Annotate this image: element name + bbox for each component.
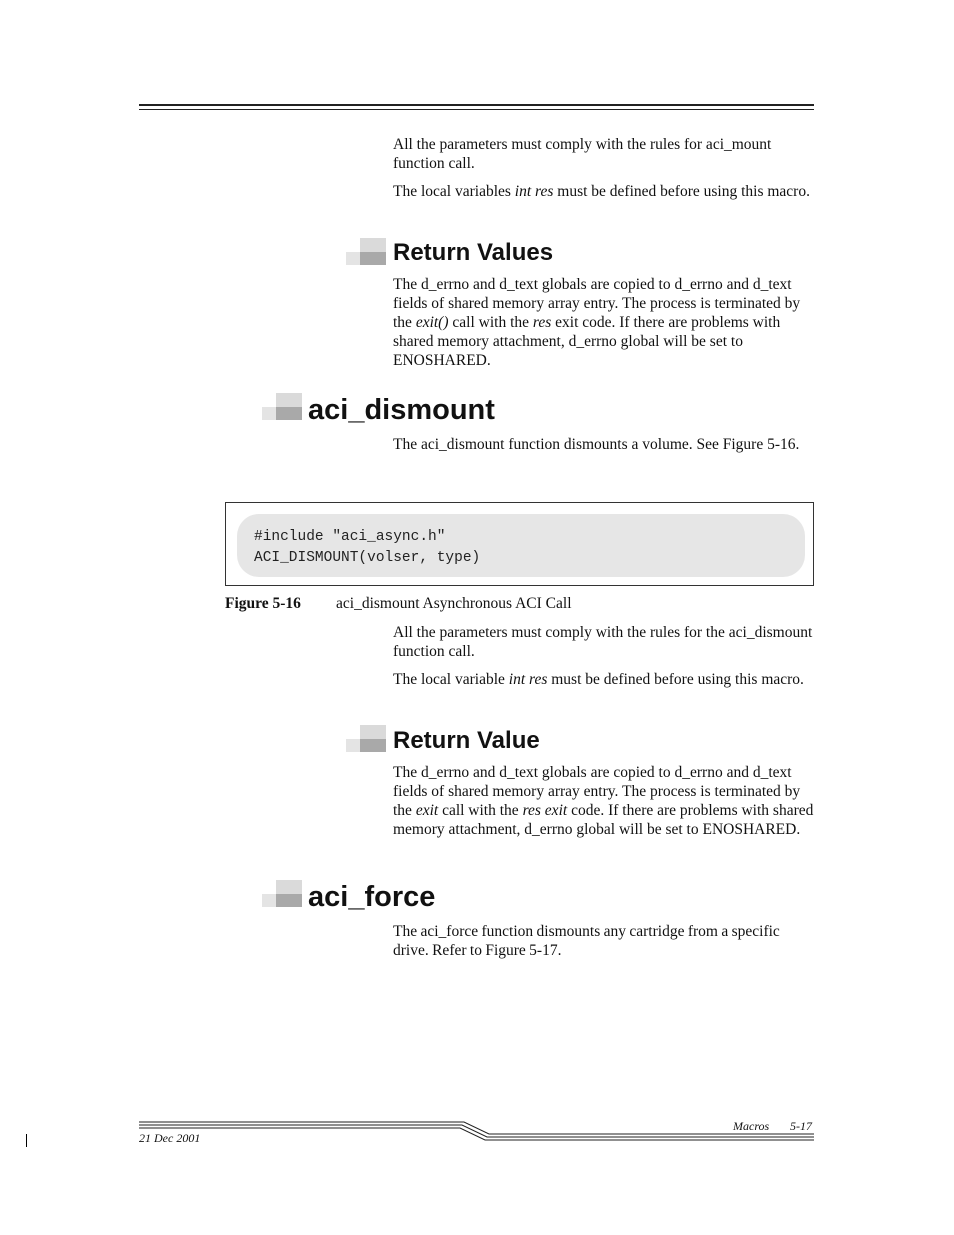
- function-title: aci_force: [308, 881, 436, 913]
- footer-date: 21 Dec 2001: [139, 1131, 201, 1145]
- figure-caption: aci_dismount Asynchronous ACI Call: [336, 595, 572, 612]
- code-figure: [225, 502, 814, 586]
- code-block: [237, 514, 805, 577]
- heading-marker-icon: [262, 880, 302, 908]
- heading-marker-icon: [346, 238, 386, 266]
- heading-marker-icon: [346, 725, 386, 753]
- footer-rule: [139, 1120, 814, 1144]
- paragraph: All the parameters must comply with the rules for aci_mount function call.: [393, 136, 772, 172]
- paragraph: The d_errno and d_text globals are copied to d_errno and d_text fields of shared memory array entry. The process is terminated by the exit() call with the res exit code. If there are problems with shared memory attachment, d_errno global will be set to ENOSHARED.: [393, 276, 801, 369]
- function-title: aci_dismount: [308, 394, 495, 426]
- paragraph: All the parameters must comply with the rules for the aci_dismount function call.: [393, 624, 813, 660]
- paragraph: The aci_force function dismounts any cartridge from a specific drive. Refer to Figure 5-17.: [393, 923, 780, 959]
- change-bar: [26, 1134, 27, 1147]
- footer-section-name: Macros: [733, 1119, 770, 1133]
- paragraph: The aci_dismount function dismounts a volume. See Figure 5-16.: [393, 436, 800, 453]
- section-heading: Return Value: [393, 727, 540, 754]
- paragraph: The d_errno and d_text globals are copied to d_errno and d_text fields of shared memory array entry. The process is terminated by the exit call with the res exit code. If there are problems with shared memory attachment, d_errno global will be set to ENOSHARED.: [393, 764, 814, 838]
- heading-marker-icon: [262, 393, 302, 421]
- code-line: #include "aci_async.h": [254, 529, 446, 545]
- paragraph: The local variable int res must be defined before using this macro.: [393, 671, 804, 688]
- figure-label: Figure 5-16: [225, 595, 301, 612]
- code-line: ACI_DISMOUNT(volser, type): [254, 550, 481, 566]
- page-number: 5-17: [790, 1119, 812, 1133]
- header-rule: [139, 104, 814, 110]
- section-heading: Return Values: [393, 239, 554, 266]
- paragraph: The local variables int res must be defined before using this macro.: [393, 183, 810, 200]
